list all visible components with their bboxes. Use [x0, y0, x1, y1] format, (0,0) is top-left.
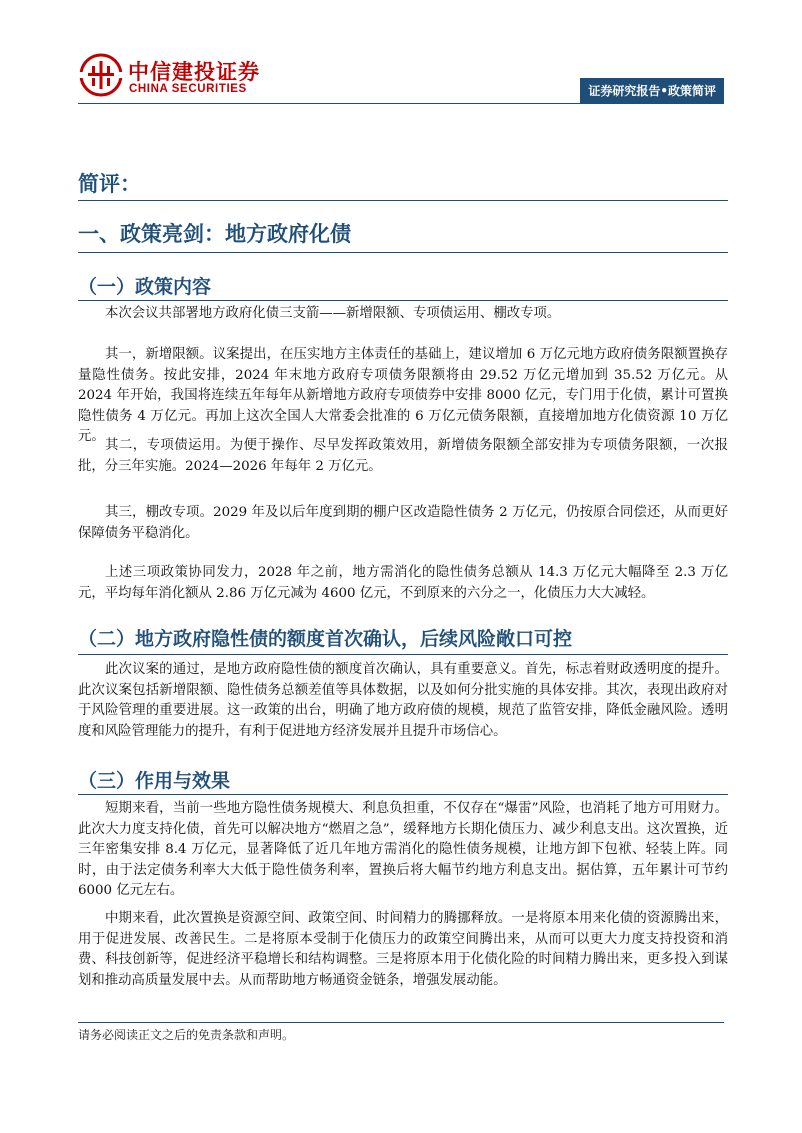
paragraph-short-term: 短期来看，当前一些地方隐性债务规模大、利息负担重，不仅存在“爆雷”风险，也消耗了地方可用财力。此次大力度支持化债，首先可以解决地方“燃眉之急”，缓释地方长期化债压力、减少利息支出。这次置换，近三年密集安排 8.4 万亿元，显著降低了近几年地方需消化的隐性债务规模，让地方卸下包袱、轻装上阵。同时，由于法定债务利率大大低于隐性债务利率，置换后将大幅节约地方利息支出。据估算，五年累计可节约 6000 亿元左右。: [78, 801, 728, 898]
citic-logo-icon: [78, 52, 124, 98]
logo-english-name: CHINA SECURITIES: [129, 83, 247, 95]
heading-divider: [78, 300, 728, 301]
paragraph-mid-term: 中期来看，此次置换是资源空间、政策空间、时间精力的腾挪释放。一是将原本用来化债的资源腾出来，用于促进发展、改善民生。二是将原本受制于化债压力的政策空间腾出来，从而可以更大力度支持投资和消费、科技创新等，促进经济平稳增长和结构调整。三是将原本用于化债化险的时间精力腾出来，更多投入到谋划和推动高质量发展中去。从而帮助地方畅通资金链条，增强发展动能。: [78, 911, 728, 988]
paragraph-special-bonds: 其二，专项债运用。为便于操作、尽早发挥政策效用，新增债务限额全部安排为专项债务限额，一次报批，分三年实施。2024—2026 年每年 2 万亿元。: [78, 438, 728, 474]
heading-comment: 简评：: [78, 172, 141, 196]
paragraph-new-quota: 其一，新增限额。议案提出，在压实地方主体责任的基础上，建议增加 6 万亿元地方政府债务限额置换存量隐性债务。按此安排，2024 年末地方政府专项债务限额将由 29.52 万亿元增加到 35.52 万亿元。从 2024 年开始，我国将连续五年每年从新增地方政府专项债券中安排 8000 亿元，专门用于化债，累计可置换隐性债务 4 万亿元。再加上这次全国人大常委会批准的 6 万亿元债务限额，直接增加地方化债资源 10 万亿元。: [78, 347, 728, 444]
page-header: [0, 0, 802, 110]
heading-section-1: （一）政策内容: [78, 276, 212, 298]
footer-divider: [78, 1022, 724, 1023]
paragraph-summary: 上述三项政策协同发力，2028 年之前，地方需消化的隐性债务总额从 14.3 万亿元大幅降至 2.3 万亿元，平均每年消化额从 2.86 万亿元减为 4600 亿元，不到原来的六分之一，化债压力大大减轻。: [78, 565, 728, 601]
heading-part1: 一、政策亮剑：地方政府化债: [78, 222, 351, 246]
heading-divider: [78, 252, 728, 253]
footer-disclaimer: 请务必阅读正文之后的免责条款和声明。: [78, 1028, 295, 1042]
heading-section-2: （二）地方政府隐性债的额度首次确认，后续风险敞口可控: [78, 628, 573, 650]
heading-divider: [78, 200, 728, 201]
paragraph-debt-confirmation: 此次议案的通过，是地方政府隐性债的额度首次确认，具有重要意义。首先，标志着财政透明度的提升。此次议案包括新增限额、隐性债务总额差值等具体数据，以及如何分批实施的具体安排。其次，表现出政府对于风险管理的重要进展。这一政策的出台，明确了地方政府债的规模，规范了监管安排，降低金融风险。透明度和风险管理能力的提升，有利于促进地方经济发展并且提升市场信心。: [78, 662, 728, 739]
paragraph-overview: 本次会议共部署地方政府化债三支箭——新增限额、专项债运用、棚改专项。: [105, 306, 561, 321]
paragraph-shantytown: 其三，棚改专项。2029 年及以后年度到期的棚户区改造隐性债务 2 万亿元，仍按原合同偿还，从而更好保障债务平稳消化。: [78, 505, 728, 541]
header-divider: [78, 103, 724, 104]
heading-divider: [78, 654, 728, 655]
logo-chinese-name: 中信建投证券: [128, 60, 260, 84]
heading-divider: [78, 794, 728, 795]
report-type-badge: 证券研究报告•政策简评: [580, 78, 724, 103]
company-logo: [78, 52, 260, 104]
heading-section-3: （三）作用与效果: [78, 770, 231, 792]
